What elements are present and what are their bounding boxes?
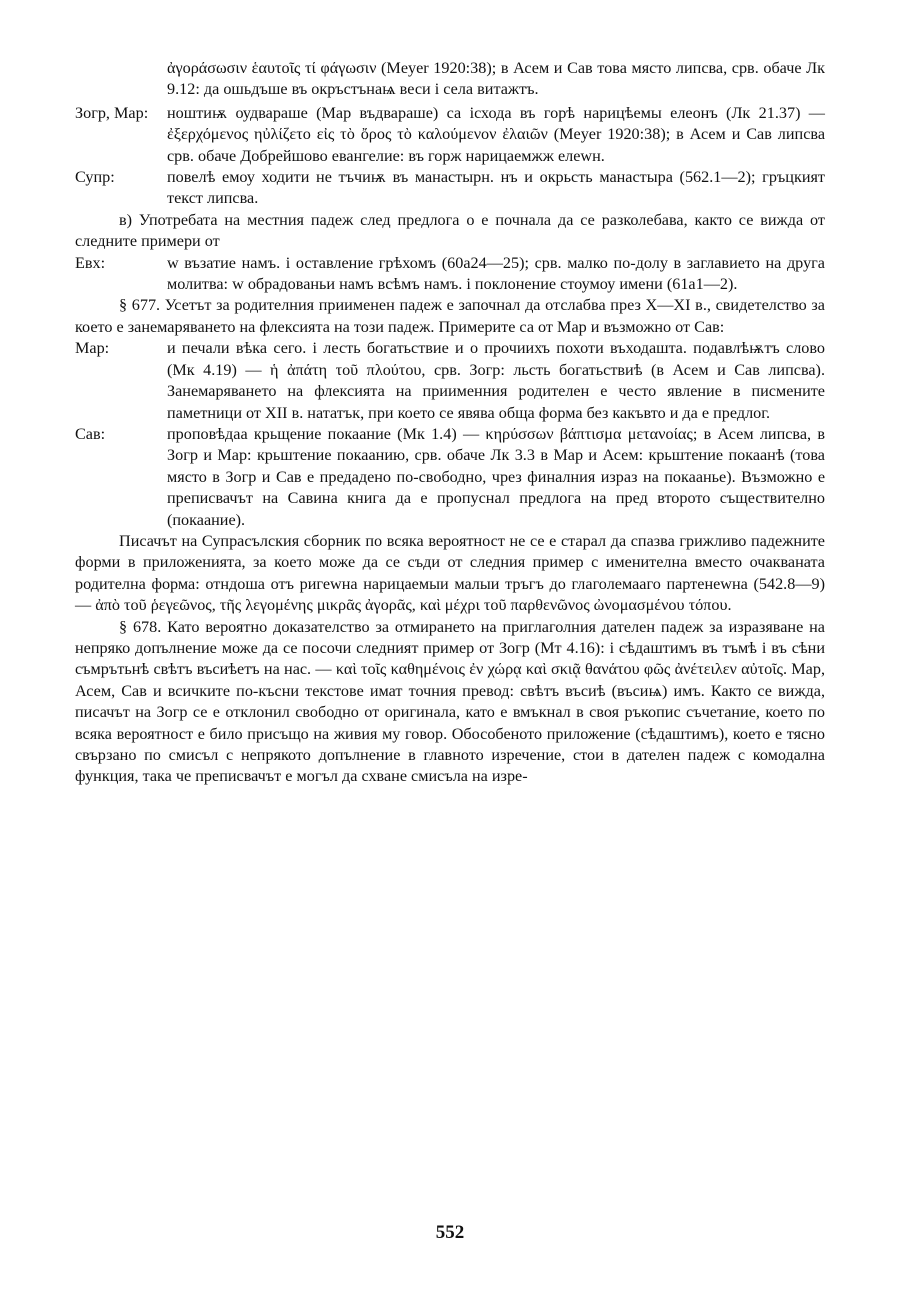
source-label: Евх:: [75, 253, 106, 272]
source-quote: и печали вѣка сего. і лесть богатьствие и о прочиихъ похоти въходаштa. подавлѣѭтъ слово (Мк 4.19) — ἡ ἀπάτη τοῦ πλούτου, срв. Зогр: льсть богатьствиѣ (в Асем и Сав липсва). Занемаряването на флексията на приименния родителен е често явление в писмените паметници от XII в. нататък, при което се явява обща форма без какъвто и да е предлог.: [167, 339, 825, 422]
source-entry-mar: [75, 338, 825, 424]
section-677: § 677. Усетът за родителния приименен падеж е започнал да отслабва през X—XI в., свидетелство за което е занемаряването на флексията на този падеж. Примерите са от Мар и възможно от Сав:: [75, 296, 825, 336]
source-entry-sav: [75, 424, 825, 531]
page-number: 552: [435, 1222, 465, 1243]
paragraph-v: в) Употребата на местния падеж след предлога о е почнала да се разколебава, както се вижда от следните примери от: [75, 210, 825, 251]
source-label: Зогр, Мар:: [75, 103, 149, 122]
section-678: § 678. Като вероятно доказателство за отмирането на приглаголния дателен падеж за изразяване на непряко допълнение може да се посочи следният пример от Зогр (Мт 4.16): і сѣдаштимъ въ тъмѣ і въ сѣни съмрътьнѣ свѣтъ въсиѣетъ на нас. — καὶ τοῖς καθημένοις ἐν χώρᾳ καὶ σκιᾷ θανάτου φῶς ἀνέτειλεν αὐτοῖς. Мар, Асем, Сав и всичките по-късни текстове имат точния превод: свѣтъ въсиѣ (въсиѩ) имъ. Както се вижда, писачът на Зогр се е отклонил свободно от оригинала, като е вмъкнал в своя ръкопис съчетание, което по всяка вероятност е било присъщо на живия му говор. Обособеното приложение (сѣдаштимъ), което е тясно свързано по смисъл с непрякото допълнение в главното изречение, стои в дателен падеж с комодална функция, така че преписвачът е могъл да схване смисъла на изре-: [75, 617, 825, 786]
source-quote: ноштиѭ оудвараше (Мар въдвараше) са ісхода въ горѣ нарицѣемы елеонъ (Лк 21.37) — ἐξερχόμενος ηὐλίζετο εἰς τὸ ὄρος τὸ καλούμενον ἐλαιῶν (Meyer 1920:38); в Асем и Сав липсва срв. обаче Добрейшово евангелие: въ горж нарицаемжж елеwн.: [167, 103, 825, 165]
source-label: Сав:: [75, 424, 106, 443]
source-entry-supr: [75, 167, 825, 210]
source-entry-evh: [75, 253, 825, 296]
text-column: [75, 58, 825, 788]
paragraph-suprasl: Писачът на Супрасълския сборник по всяка вероятност не се е старал да спазва грижливо падежните форми в приложенията, за което може да се съди от следния пример с именителна вместо очакваната родителна форма: отндоша отъ ригеwна нарицаемыи малыи тръгъ до глаголемааго партенеwна (542.8—9) — ἀπὸ τοῦ ῥεγεῶνος, τῆς λεγομένης μικρᾶς ἀγορᾶς, καὶ μέχρι τοῦ παρθενῶνος ὠνομασμένου τόπου.: [75, 531, 825, 615]
source-label: Супр:: [75, 168, 115, 187]
source-entry-zogr-mar: [75, 103, 825, 167]
source-quote: проповѣдаа крьщение покаание (Мк 1.4) — κηρύσσων βάπτισμα μετανοίας; в Асем липсва, в Зогр и Мар: крьштение покаанию, срв. обаче Лк 3.3 в Мар и Асем: крьштение покаанѣ (това място в Зогр и Сав е предадено по-свободно, чрез финалния израз на покаанье). Възможно е преписвачът на Савина книга да е пропуснал предлога на пред второто съществително (покаание).: [167, 424, 825, 529]
source-label: Мар:: [75, 339, 110, 358]
source-quote: повелѣ емоу ходити не тъчиѭ въ манастырн. нъ и окрьсть манастыра (562.1—2); гръцкият текст липсва.: [167, 168, 825, 208]
continuation-paragraph: ἀγοράσωσιν ἑαυτοῖς τί φάγωσιν (Meyer 1920:38); в Асем и Сав това място липсва, срв. обаче Лк 9.12: да ошьдъше въ окръстънаѩ веси і села витажтъ.: [167, 59, 825, 99]
source-quote: w възатие намъ. і оставление грѣхомъ (60а24—25); срв. малко по-долу в заглавието на друга молитва: w обрадованьи намъ всѣмъ намъ. і поклонение стоумоу имени (61а1—2).: [167, 253, 825, 294]
